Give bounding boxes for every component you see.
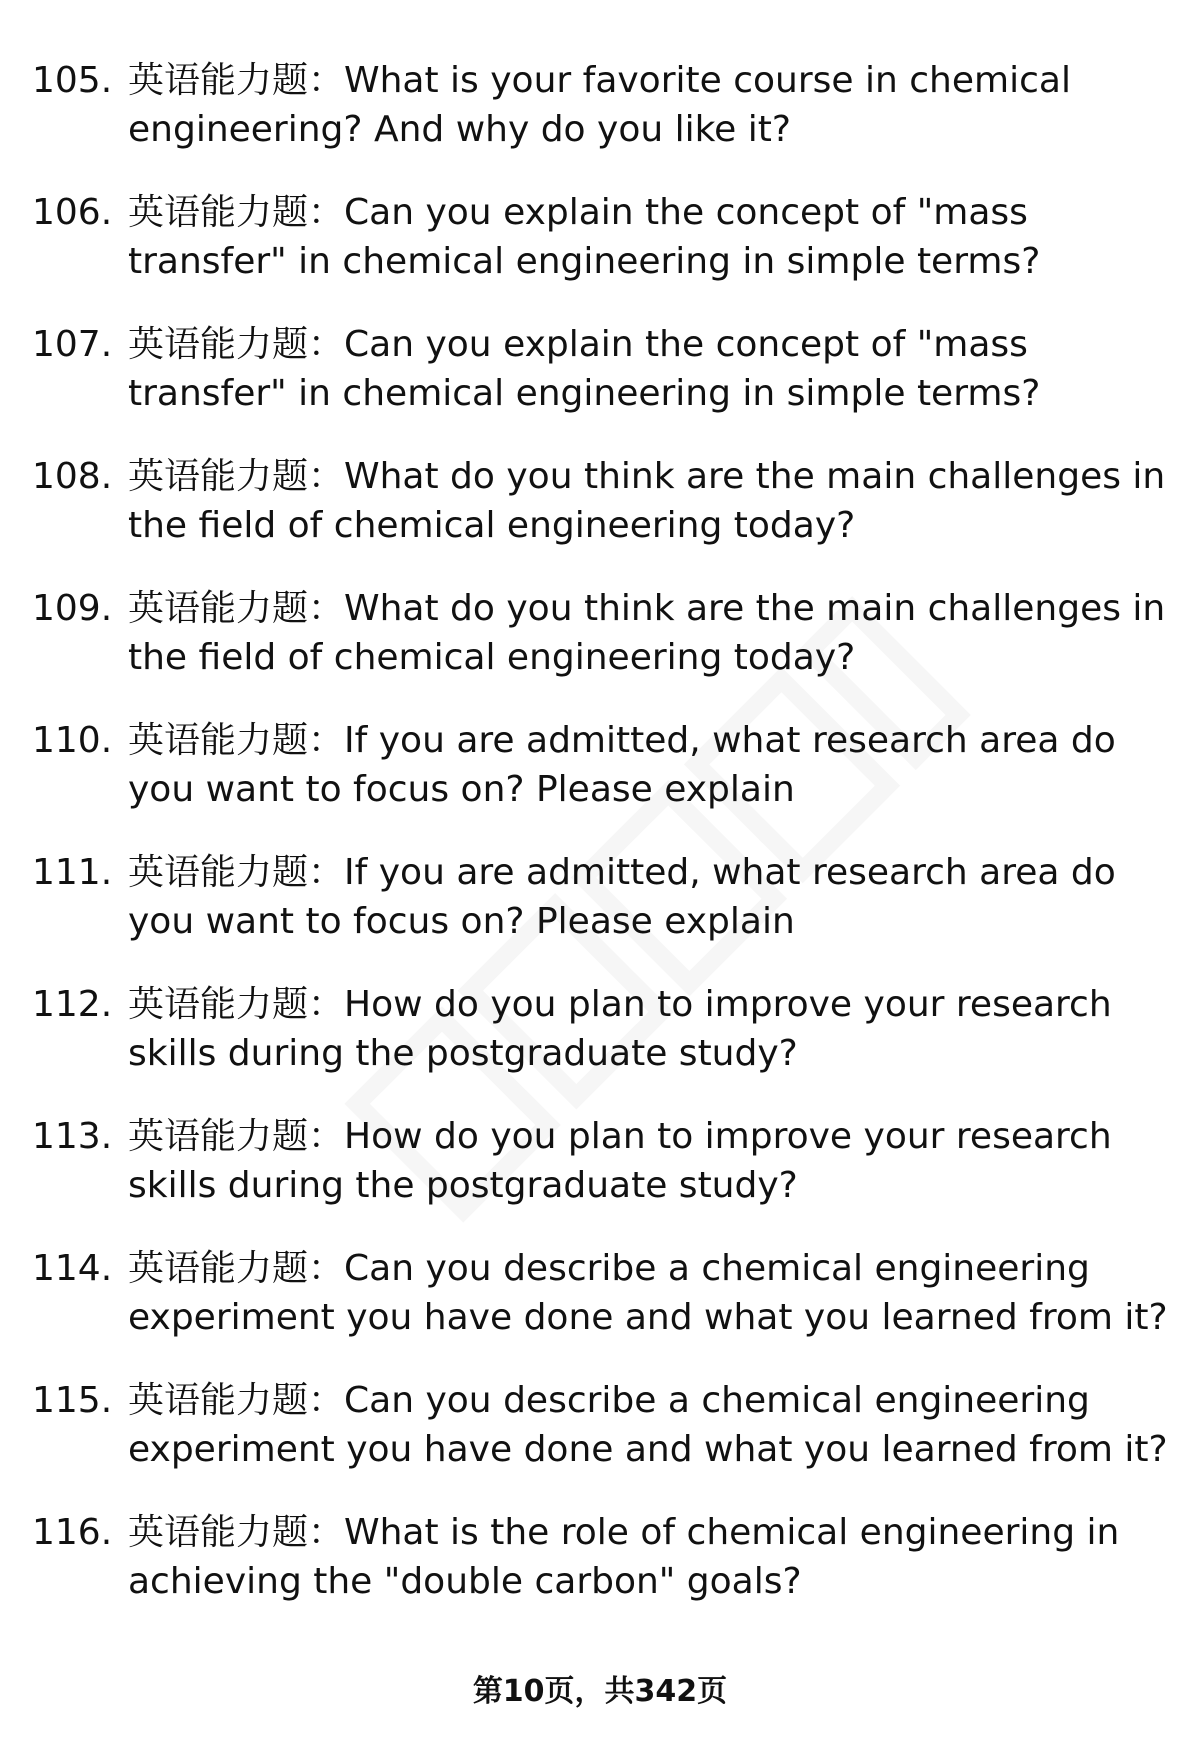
question-category-tag: 英语能力题： (128, 456, 345, 497)
page-footer: 第10页，共342页 (472, 1674, 728, 1709)
question-category-tag: 英语能力题： (128, 720, 345, 761)
question-item (32, 1112, 1172, 1244)
question-text-block (128, 584, 1172, 682)
question-list (32, 56, 1172, 1640)
question-item (32, 716, 1172, 848)
question-text-block (128, 56, 1172, 154)
question-text-block (128, 1244, 1172, 1342)
question-category-tag: 英语能力题： (128, 1380, 345, 1421)
question-item (32, 848, 1172, 980)
question-text: What is the role of chemical engineering in achieving the "double carbon" goals? (128, 1512, 1120, 1602)
question-number: 113. (32, 1116, 113, 1157)
question-category-tag: 英语能力题： (128, 852, 345, 893)
question-item (32, 188, 1172, 320)
question-number: 109. (32, 588, 113, 629)
question-number: 110. (32, 720, 113, 761)
question-text-block (128, 1376, 1172, 1474)
question-text-block (128, 980, 1172, 1078)
question-item (32, 1244, 1172, 1376)
question-category-tag: 英语能力题： (128, 588, 345, 629)
question-text: What is your favorite course in chemical engineering? And why do you like it? (128, 60, 1071, 150)
question-category-tag: 英语能力题： (128, 60, 345, 101)
question-category-tag: 英语能力题： (128, 324, 345, 365)
question-text: Can you explain the concept of "mass transfer" in chemical engineering in simple terms? (128, 192, 1041, 282)
question-text-block (128, 848, 1172, 946)
question-text: What do you think are the main challenges in the field of chemical engineering today? (128, 456, 1166, 546)
question-category-tag: 英语能力题： (128, 1248, 345, 1289)
question-number: 115. (32, 1380, 113, 1421)
question-text-block (128, 452, 1172, 550)
question-number: 107. (32, 324, 113, 365)
question-text: Can you describe a chemical engineering experiment you have done and what you learned from it? (128, 1248, 1168, 1338)
question-text: What do you think are the main challenges in the field of chemical engineering today? (128, 588, 1166, 678)
question-text: If you are admitted, what research area do you want to focus on? Please explain (128, 852, 1116, 942)
question-text: Can you explain the concept of "mass transfer" in chemical engineering in simple terms? (128, 324, 1041, 414)
question-category-tag: 英语能力题： (128, 984, 345, 1025)
question-item (32, 1508, 1172, 1640)
question-item (32, 320, 1172, 452)
question-text-block (128, 188, 1172, 286)
question-number: 106. (32, 192, 113, 233)
question-text-block (128, 320, 1172, 418)
question-number: 108. (32, 456, 113, 497)
question-number: 116. (32, 1512, 113, 1553)
question-item (32, 56, 1172, 188)
question-number: 105. (32, 60, 113, 101)
question-item (32, 1376, 1172, 1508)
question-item (32, 452, 1172, 584)
question-text-block (128, 1112, 1172, 1210)
question-text: How do you plan to improve your research skills during the postgraduate study? (128, 1116, 1112, 1206)
question-text-block (128, 716, 1172, 814)
question-item (32, 584, 1172, 716)
question-text-block (128, 1508, 1172, 1606)
question-number: 112. (32, 984, 113, 1025)
question-category-tag: 英语能力题： (128, 1116, 345, 1157)
question-text: Can you describe a chemical engineering experiment you have done and what you learned from it? (128, 1380, 1168, 1470)
question-number: 114. (32, 1248, 113, 1289)
question-item (32, 980, 1172, 1112)
question-category-tag: 英语能力题： (128, 192, 345, 233)
question-category-tag: 英语能力题： (128, 1512, 345, 1553)
question-number: 111. (32, 852, 113, 893)
question-text: If you are admitted, what research area do you want to focus on? Please explain (128, 720, 1116, 810)
question-text: How do you plan to improve your research skills during the postgraduate study? (128, 984, 1112, 1074)
